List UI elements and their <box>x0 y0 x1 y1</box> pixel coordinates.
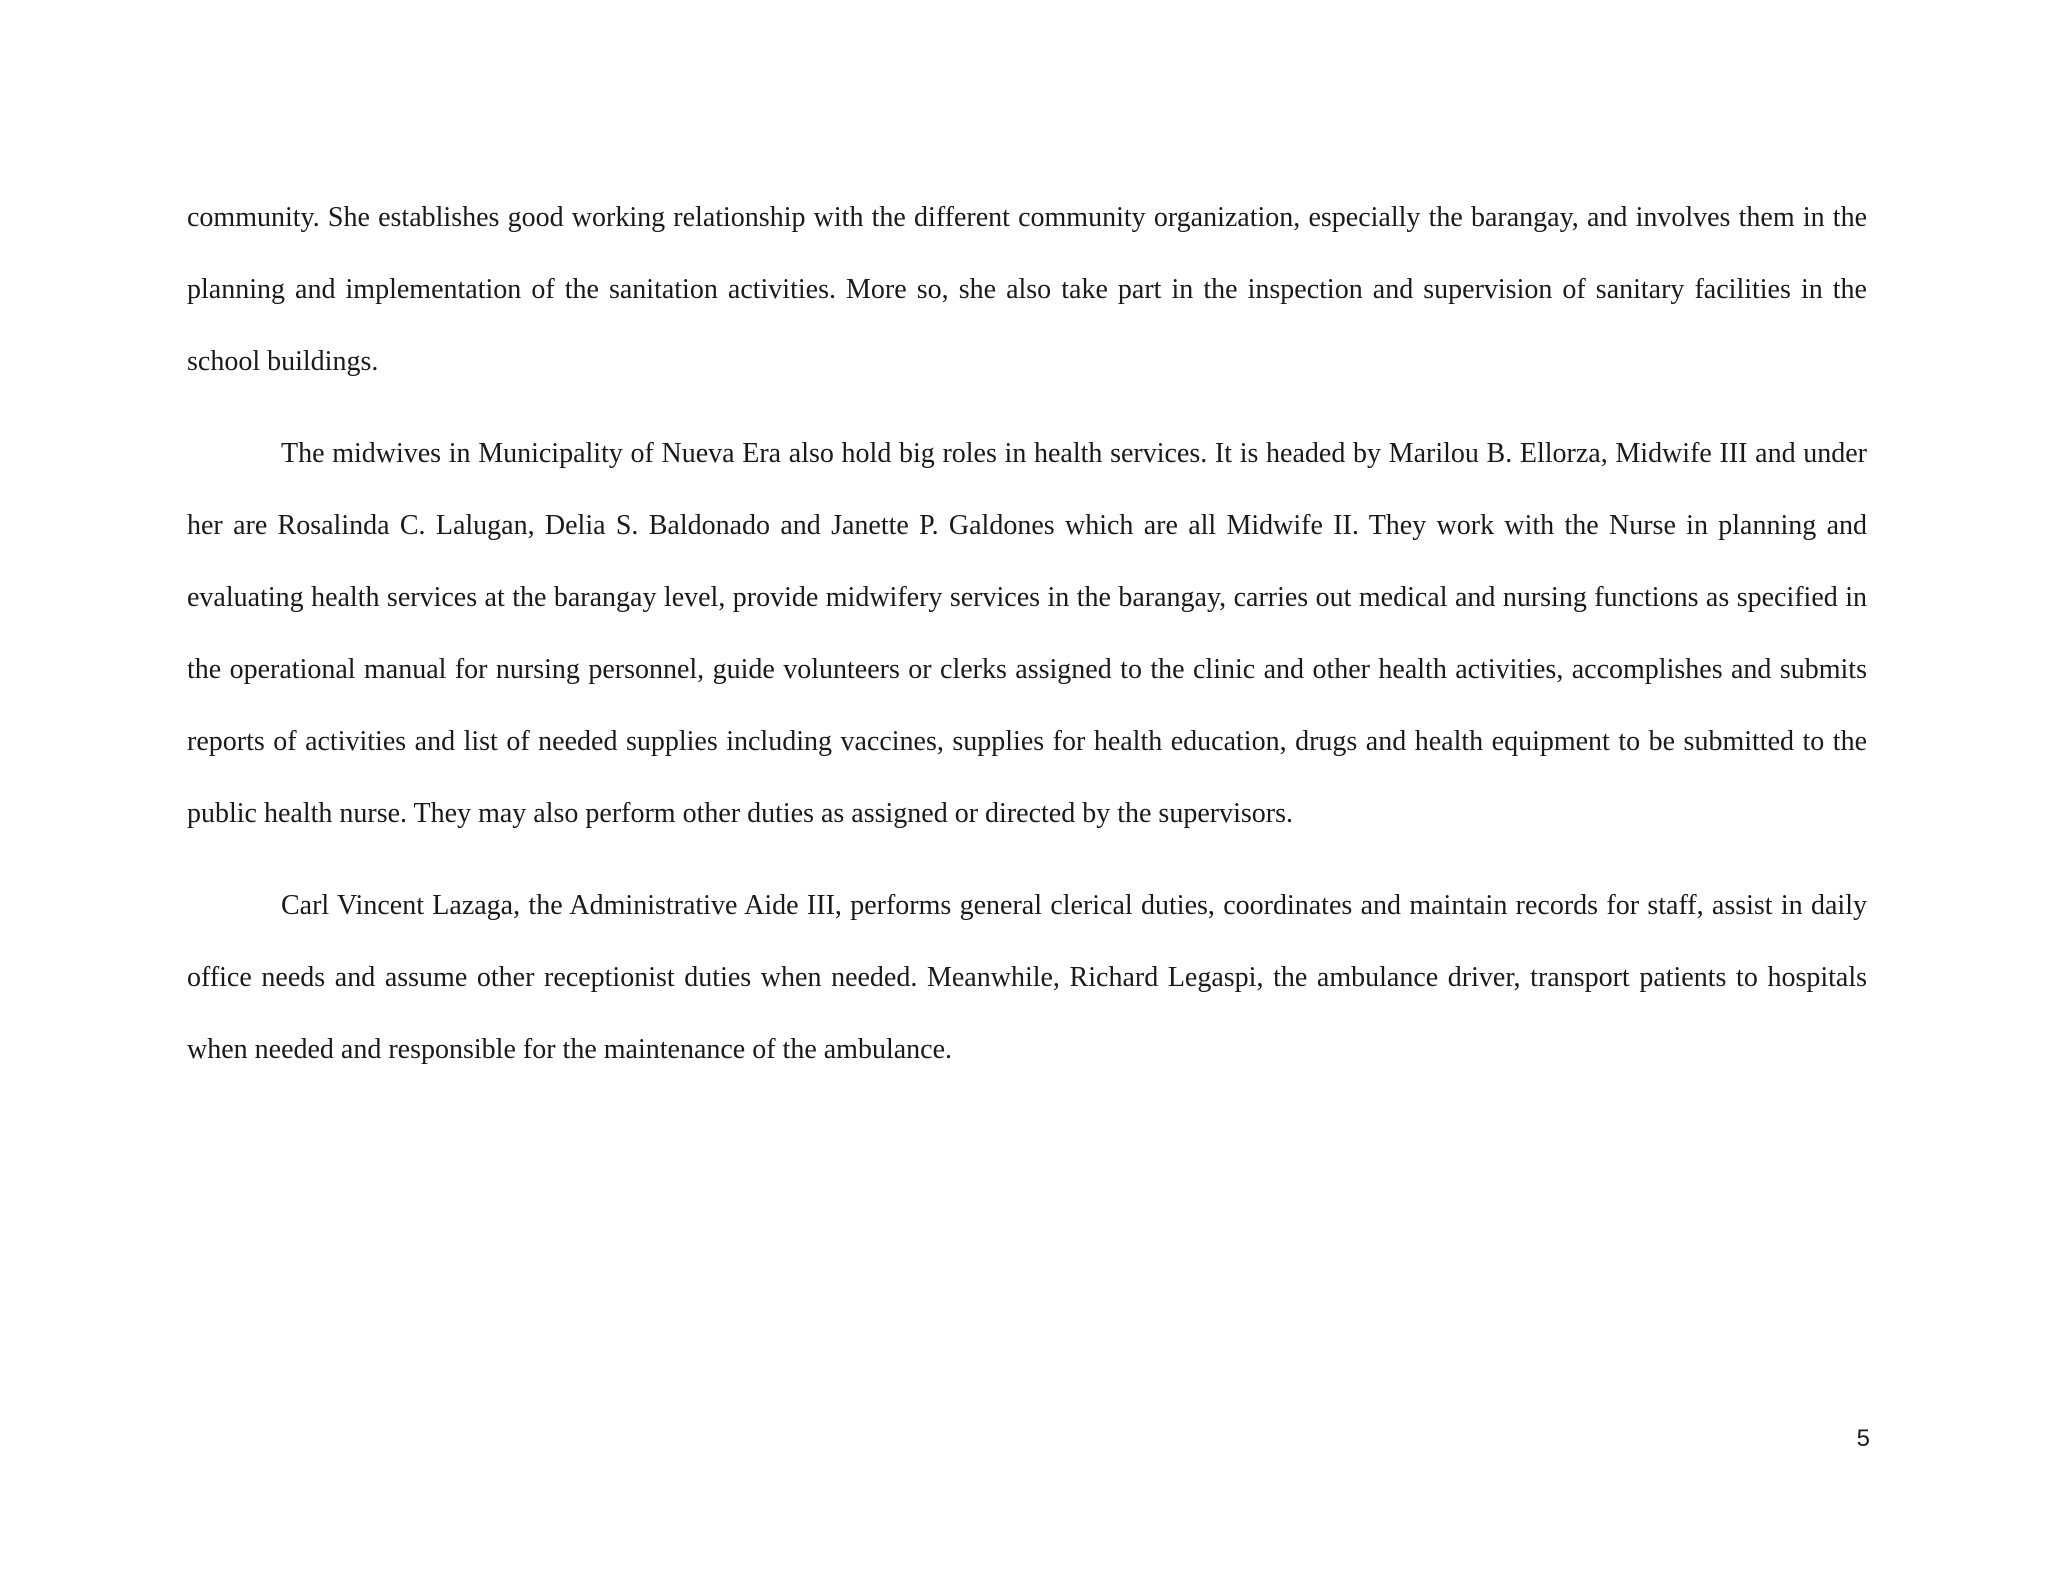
paragraph-sanitation-continued: community. She establishes good working relationship with the different community organization, especially the barangay, and involves them in the planning and implementation of the sanitation activities. More so, she also take part in the inspection and supervision of sanitary facilities in the school buildings. <box>187 202 1867 377</box>
paragraph-midwives: The midwives in Municipality of Nueva Era also hold big roles in health services. It is headed by Marilou B. Ellorza, Midwife III and under her are Rosalinda C. Lalugan, Delia S. Baldonado and Janette P. Galdones which are all Midwife II. They work with the Nurse in planning and evaluating health services at the barangay level, provide midwifery services in the barangay, carries out medical and nursing functions as specified in the operational manual for nursing personnel, guide volunteers or clerks assigned to the clinic and other health activities, accomplishes and submits reports of activities and list of needed supplies including vaccines, supplies for health education, drugs and health equipment to be submitted to the public health nurse. They may also perform other duties as assigned or directed by the supervisors. <box>187 438 1867 829</box>
paragraph-admin-aide-driver: Carl Vincent Lazaga, the Administrative Aide III, performs general clerical duties, coordinates and maintain records for staff, assist in daily office needs and assume other receptionist duties when needed. Meanwhile, Richard Legaspi, the ambulance driver, transport patients to hospitals when needed and responsible for the maintenance of the ambulance. <box>187 890 1867 1065</box>
document-body <box>187 182 1867 1106</box>
page-number: 5 <box>1856 1425 1870 1452</box>
